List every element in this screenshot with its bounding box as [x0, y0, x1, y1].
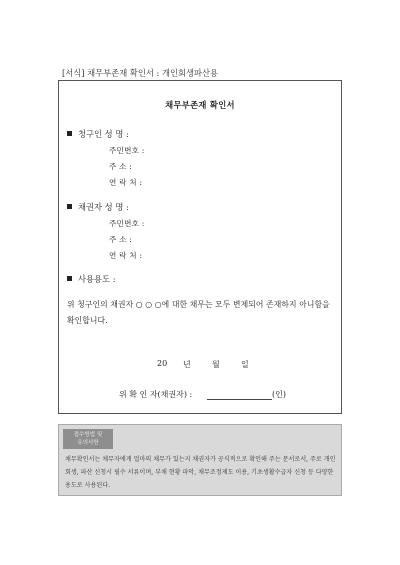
info-tag-line2: 유의사항	[77, 440, 99, 446]
square-bullet-icon	[67, 276, 72, 281]
square-bullet-icon	[67, 204, 72, 209]
purpose-label: 사용용도 :	[78, 274, 116, 284]
date-month-unit: 월	[212, 360, 220, 369]
claimant-name-row	[67, 128, 129, 140]
claimant-contact-label: 연 락 처 :	[109, 178, 143, 187]
claimant-name-label: 청구인 성 명 :	[78, 129, 129, 139]
info-tag-line1: 접수방법 및	[73, 432, 103, 438]
info-box	[58, 424, 342, 496]
date-year-unit: 년	[183, 360, 191, 369]
creditor-resident-no-label: 주민번호 :	[109, 219, 145, 228]
info-text: 채무확인서는 채무자에게 얼마의 채무가 있는지 채권자가 공식적으로 확인해 주는 문서로서, 주로 개인회생, 파산 신청시 필수 서류이며, 부채 현황 파악, 채무조정제도 이용, 기초생활수급자 신청 등 다양한 용도로 사용된다.	[65, 456, 336, 489]
creditor-name-row	[67, 201, 129, 213]
confirmation-form	[58, 80, 342, 414]
signature-label: 위 확 인 자(채권자) :	[119, 390, 193, 399]
confirmation-statement: 위 청구인의 채권자 ○ ○ ○에 대한 채무는 모두 변제되어 존재하지 아니함을 확인합니다.	[67, 300, 330, 325]
purpose-row	[67, 273, 116, 285]
claimant-resident-no-label: 주민번호 :	[109, 146, 145, 155]
signature-seal: (인)	[272, 390, 286, 399]
claimant-address-label: 주 소 :	[109, 162, 133, 171]
square-bullet-icon	[67, 131, 72, 136]
document-title: 채무부존재 확인서	[165, 100, 235, 110]
creditor-contact-label: 연 락 처 :	[109, 251, 143, 260]
creditor-name-label: 채권자 성 명 :	[78, 202, 129, 212]
info-tag	[63, 429, 113, 449]
date-year: 20	[157, 359, 168, 368]
signature-underline	[207, 399, 272, 400]
creditor-address-label: 주 소 :	[109, 235, 133, 244]
form-type-label: [서식] 채무부존재 확인서 : 개인회생파산용	[62, 68, 219, 78]
date-day-unit: 일	[241, 360, 249, 369]
